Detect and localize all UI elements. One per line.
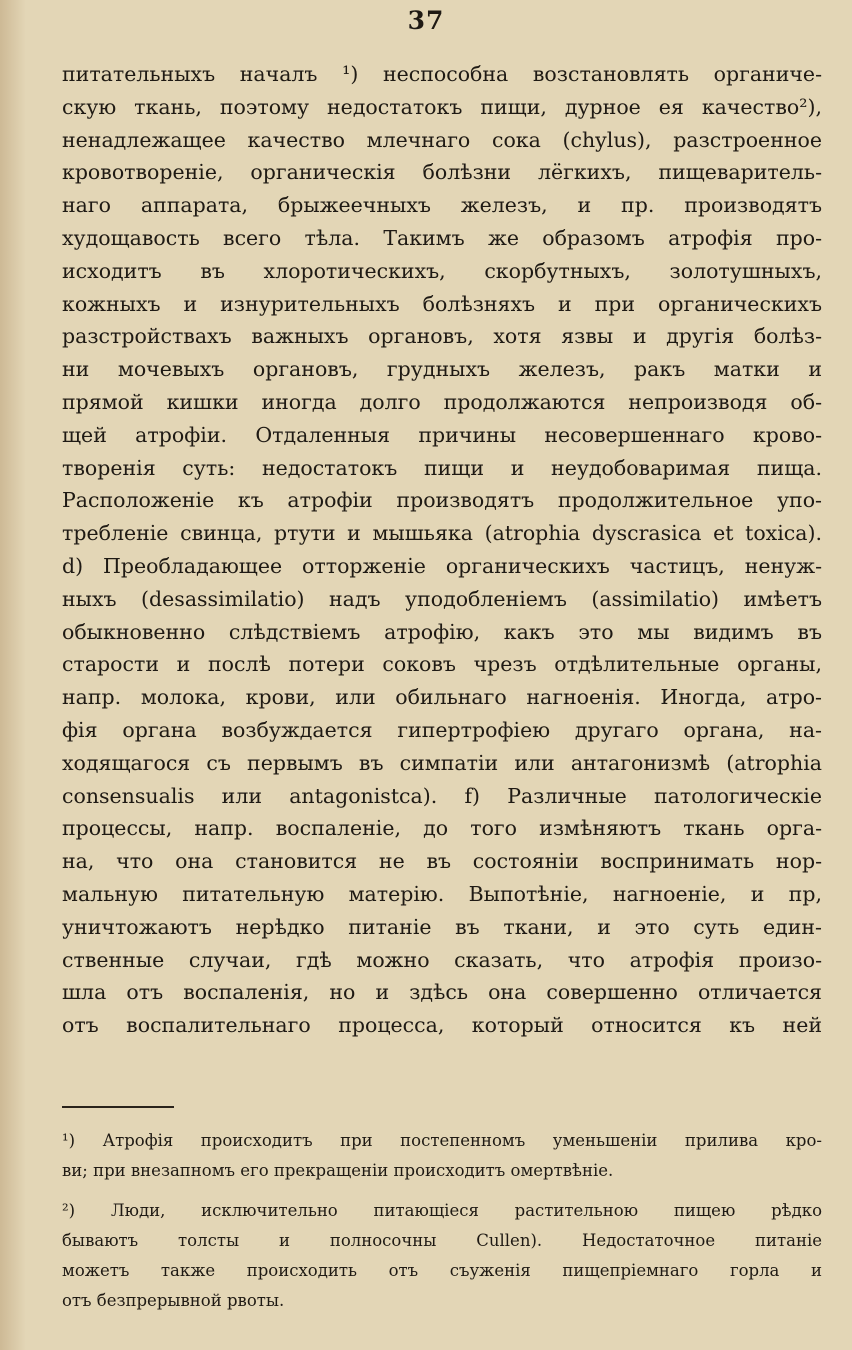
body-line: ходящагося съ первымъ въ симпатіи или антагонизмѣ (atrophia <box>62 750 822 775</box>
body-line: шла отъ воспаленія, но и здѣсь она совершенно отличается <box>62 980 822 1005</box>
page-number: 37 <box>407 6 445 35</box>
footnote-1-text: Атрофія происходитъ при постепенномъ уменьшеніи прилива кро- <box>102 1131 822 1150</box>
footnote-1-line <box>62 1126 822 1156</box>
footnotes <box>62 1126 822 1316</box>
body-line: процессы, напр. воспаленіе, до того измѣняютъ ткань орга- <box>62 816 822 841</box>
body-line: мальную питательную матерію. Выпотѣніе, нагноеніе, и пр, <box>62 881 822 906</box>
body-line: питательныхъ началъ ¹) неспособна возстановлять органиче- <box>62 62 822 86</box>
body-line: разстройствахъ важныхъ органовъ, хотя язвы и другія болѣз- <box>62 324 822 349</box>
body-line: творенія суть: недостатокъ пищи и неудобоваримая пища. <box>62 455 822 480</box>
body-line: старости и послѣ потери соковъ чрезъ отдѣлительные органы, <box>62 652 822 677</box>
body-line: обыкновенно слѣдствіемъ атрофію, какъ это мы видимъ въ <box>62 619 822 644</box>
body-line: отъ воспалительнаго процесса, который относится къ ней <box>62 1013 822 1038</box>
footnote-2-line: отъ безпрерывной рвоты. <box>62 1291 285 1310</box>
footnote-2-line <box>62 1196 822 1226</box>
body-line: напр. молока, крови, или обильнаго нагноенія. Иногда, атро- <box>62 685 822 710</box>
footnote-divider <box>62 1106 174 1108</box>
body-line: прямой кишки иногда долго продолжаются непроизводя об- <box>62 389 822 414</box>
body-line: уничтожаютъ нерѣдко питаніе въ ткани, и это суть един- <box>62 914 822 939</box>
footnote-2-marker: ²) <box>62 1201 76 1220</box>
body-line: consensualis или antagonistca). f) Различные патологическіе <box>62 783 822 808</box>
body-line: кожныхъ и изнурительныхъ болѣзняхъ и при органическихъ <box>62 291 822 316</box>
footnote-1-line: ви; при внезапномъ его прекращеніи происходитъ омертвѣніе. <box>62 1161 614 1180</box>
body-line: худощавость всего тѣла. Такимъ же образомъ атрофія про- <box>62 225 822 250</box>
body-line: d) Преобладающее отторженіе органическихъ частицъ, ненуж- <box>62 553 822 578</box>
body-line: кровотвореніе, органическія болѣзни лёгкихъ, пищеваритель- <box>62 160 822 185</box>
footnote-1-marker: ¹) <box>62 1131 76 1150</box>
body-line: Расположеніе къ атрофіи производятъ продолжительное упо- <box>62 488 822 513</box>
body-line: на, что она становится не въ состояніи воспринимать нор- <box>62 849 822 874</box>
footnote-2-line: бываютъ толсты и полносочны Cullen). Недостаточное питаніе <box>62 1231 822 1250</box>
body-line: щей атрофіи. Отдаленныя причины несовершеннаго крово- <box>62 422 822 447</box>
body-line: фія органа возбуждается гипертрофіею другаго органа, на- <box>62 717 822 742</box>
body-text <box>62 58 822 1042</box>
body-line: ственные случаи, гдѣ можно сказать, что атрофія произо- <box>62 947 822 972</box>
body-line: ныхъ (desassimilatio) надъ уподобленіемъ (assimilatio) имѣетъ <box>62 586 822 611</box>
body-line: наго аппарата, брыжеечныхъ железъ, и пр. производятъ <box>62 193 822 218</box>
body-line: требленіе свинца, ртути и мышьяка (atrophia dyscrasica et toxica). <box>62 521 822 546</box>
body-line: скую ткань, поэтому недостатокъ пищи, дурное ея качество²), <box>62 94 822 119</box>
body-line: ненадлежащее качество млечнаго сока (chylus), разстроенное <box>62 127 822 152</box>
body-line: ни мочевыхъ органовъ, грудныхъ железъ, ракъ матки и <box>62 357 822 382</box>
footnote-2-line: можетъ также происходить отъ съуженія пищепріемнаго горла и <box>62 1261 822 1280</box>
footnote-2-text: Люди, исключительно питающіеся растительною пищею рѣдко <box>110 1201 822 1220</box>
body-line: исходитъ въ хлоротическихъ, скорбутныхъ, золотушныхъ, <box>62 258 822 283</box>
